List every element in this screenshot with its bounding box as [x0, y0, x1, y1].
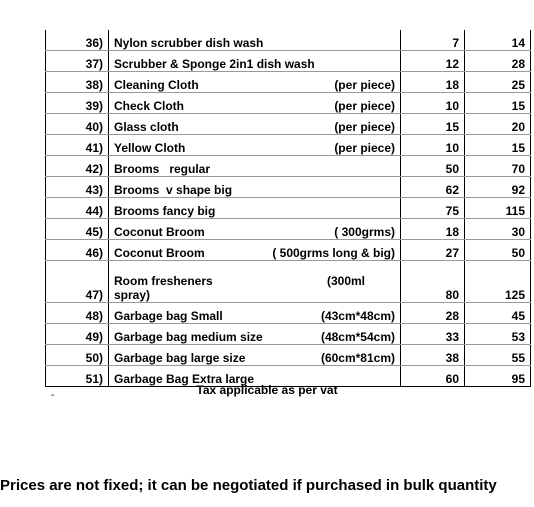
- item-number: 36): [46, 30, 109, 51]
- item-name: Cleaning Cloth: [114, 78, 199, 92]
- item-number: 40): [46, 114, 109, 135]
- price-col-1: 18: [401, 72, 465, 93]
- item-note: (per piece): [334, 120, 395, 134]
- price-col-1: 33: [401, 324, 465, 345]
- item-number: 49): [46, 324, 109, 345]
- price-col-2: 15: [465, 93, 531, 114]
- price-col-1: 50: [401, 156, 465, 177]
- price-col-1: 60: [401, 366, 465, 387]
- item-description-line-2: spray): [114, 288, 151, 302]
- item-description: [109, 177, 401, 198]
- table-row: [46, 93, 531, 114]
- item-name: Glass cloth: [114, 120, 179, 134]
- table-row: [46, 30, 531, 51]
- item-name: Coconut Broom: [114, 246, 205, 260]
- price-col-2: 28: [465, 51, 531, 72]
- item-name: Brooms v shape big: [114, 183, 233, 197]
- item-description: [109, 72, 401, 93]
- item-description: [109, 135, 401, 156]
- item-note: ( 300grms): [334, 225, 395, 239]
- item-description: [109, 93, 401, 114]
- item-number: 39): [46, 93, 109, 114]
- table-row: [46, 72, 531, 93]
- table-row: [46, 135, 531, 156]
- price-col-2: 15: [465, 135, 531, 156]
- table-row: [46, 219, 531, 240]
- table-row: [46, 114, 531, 135]
- item-name: Coconut Broom: [114, 225, 205, 239]
- price-col-1: 10: [401, 135, 465, 156]
- table-row: [46, 177, 531, 198]
- table-row: [46, 240, 531, 261]
- table-row: [46, 303, 531, 324]
- item-number: 37): [46, 51, 109, 72]
- item-number: 43): [46, 177, 109, 198]
- item-note: ( 500grms long & big): [272, 246, 395, 260]
- price-col-2: 45: [465, 303, 531, 324]
- item-description: [109, 198, 401, 219]
- item-description: [109, 30, 401, 51]
- tax-note: Tax applicable as per vat: [196, 383, 338, 397]
- item-name: Garbage bag Small: [114, 309, 223, 323]
- price-col-2: 55: [465, 345, 531, 366]
- item-description: [109, 51, 401, 72]
- item-number: 50): [46, 345, 109, 366]
- item-description: [109, 345, 401, 366]
- price-col-1: 15: [401, 114, 465, 135]
- item-note: (per piece): [334, 141, 395, 155]
- item-note: (48cm*54cm): [320, 330, 395, 344]
- item-note: (60cm*81cm): [320, 351, 395, 365]
- item-description: [109, 303, 401, 324]
- price-col-2: 95: [465, 366, 531, 387]
- price-col-2: 70: [465, 156, 531, 177]
- table-row: [46, 345, 531, 366]
- price-col-2: 50: [465, 240, 531, 261]
- pricing-footer-note: Prices are not fixed; it can be negotiated if purchased in bulk quantity: [0, 477, 497, 494]
- price-col-2: 92: [465, 177, 531, 198]
- item-note: (per piece): [334, 78, 395, 92]
- item-name: Room fresheners: [114, 274, 213, 288]
- price-col-2: 53: [465, 324, 531, 345]
- table-row: [46, 156, 531, 177]
- item-description: [109, 324, 401, 345]
- item-number: 38): [46, 72, 109, 93]
- item-name: Brooms regular: [114, 162, 211, 176]
- price-col-2: 125: [465, 261, 531, 303]
- item-number: 46): [46, 240, 109, 261]
- price-col-1: 38: [401, 345, 465, 366]
- item-number: 47): [46, 261, 109, 303]
- item-note: (per piece): [334, 99, 395, 113]
- item-description: [109, 219, 401, 240]
- item-number: 44): [46, 198, 109, 219]
- item-name: Garbage bag large size: [114, 351, 246, 365]
- item-name: Scrubber & Sponge 2in1 dish wash: [114, 57, 315, 71]
- price-col-2: 30: [465, 219, 531, 240]
- price-col-2: 14: [465, 30, 531, 51]
- item-description: [109, 114, 401, 135]
- price-table: [45, 30, 531, 387]
- table-row: [46, 198, 531, 219]
- item-number: 42): [46, 156, 109, 177]
- table-row: [46, 324, 531, 345]
- item-name: Garbage bag medium size: [114, 330, 263, 344]
- item-number: 51): [46, 366, 109, 387]
- price-col-1: 27: [401, 240, 465, 261]
- item-description: [109, 156, 401, 177]
- item-number: 48): [46, 303, 109, 324]
- price-col-1: 12: [401, 51, 465, 72]
- price-col-2: 25: [465, 72, 531, 93]
- item-description: [109, 261, 401, 303]
- item-name: Nylon scrubber dish wash: [114, 36, 264, 50]
- stray-dash: -: [51, 390, 55, 401]
- item-name: Check Cloth: [114, 99, 185, 113]
- price-col-1: 10: [401, 93, 465, 114]
- item-number: 41): [46, 135, 109, 156]
- price-col-2: 20: [465, 114, 531, 135]
- item-number: 45): [46, 219, 109, 240]
- price-col-2: 115: [465, 198, 531, 219]
- price-col-1: 7: [401, 30, 465, 51]
- price-col-1: 18: [401, 219, 465, 240]
- item-note: (43cm*48cm): [320, 309, 395, 323]
- item-name: Yellow Cloth: [114, 141, 186, 155]
- item-description: [109, 240, 401, 261]
- price-col-1: 28: [401, 303, 465, 324]
- table-row: [46, 51, 531, 72]
- price-col-1: 80: [401, 261, 465, 303]
- item-name: Garbage Bag Extra large: [114, 372, 255, 386]
- price-col-1: 62: [401, 177, 465, 198]
- price-col-1: 75: [401, 198, 465, 219]
- item-note: (300ml: [326, 274, 365, 288]
- table-row: [46, 261, 531, 303]
- item-name: Brooms fancy big: [114, 204, 216, 218]
